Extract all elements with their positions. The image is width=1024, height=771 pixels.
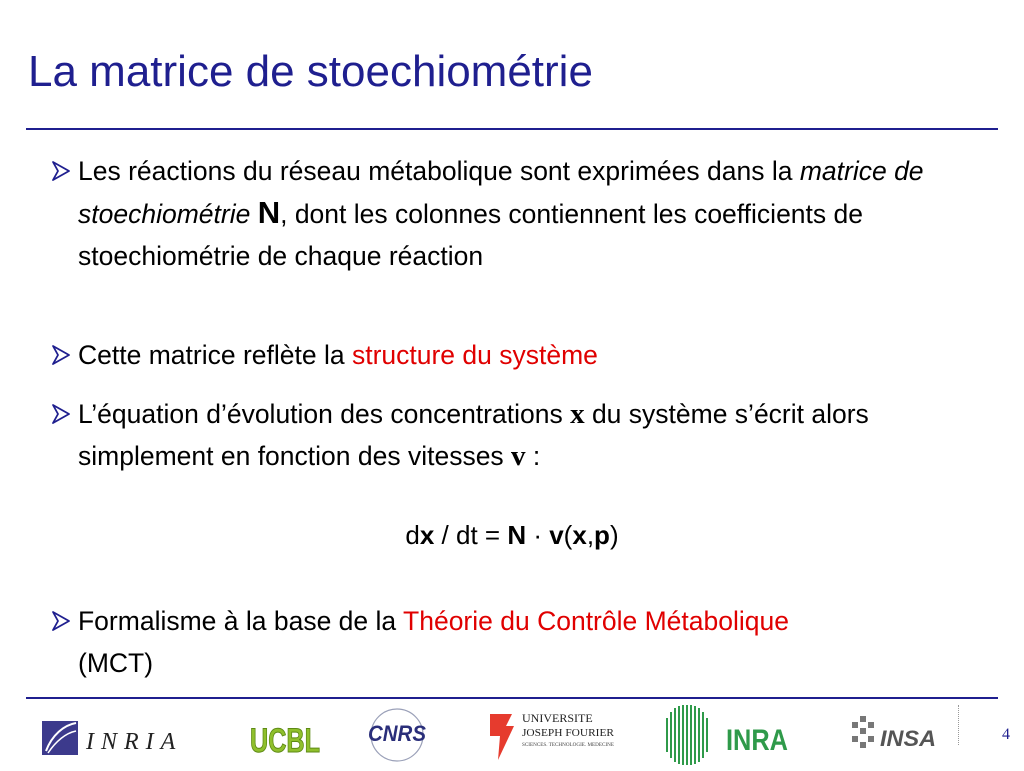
- ujf-logo: [480, 706, 620, 769]
- footer-divider: [26, 697, 998, 699]
- bullet-1-text-a: Les réactions du réseau métabolique sont exprimées dans la: [78, 156, 800, 186]
- cnrs-logo: [362, 705, 432, 768]
- cnrs-logo-text: CNRS: [368, 721, 427, 746]
- title-divider: [26, 128, 998, 130]
- bullet-item-3: [52, 393, 957, 477]
- formula-d: d: [405, 520, 420, 550]
- bullet-4-text-a: Formalisme à la base de la: [78, 606, 404, 636]
- ujf-line1: UNIVERSITE: [522, 711, 593, 725]
- formula-N: N: [507, 520, 527, 550]
- formula-p: p: [594, 520, 610, 550]
- page-number: 4: [1002, 726, 1010, 743]
- bullet-item-2: [52, 334, 957, 376]
- footer-separator: [958, 705, 960, 745]
- formula-open: (: [563, 520, 573, 550]
- formula-close: ): [609, 520, 619, 550]
- bullet-3-bold-v: v: [511, 440, 526, 472]
- bullet-4-text-b: (MCT): [78, 648, 154, 678]
- arrow-bullet-icon: [52, 404, 70, 424]
- bullet-1-italic: matrice de stoechiométrie: [78, 156, 924, 229]
- insa-logo: [848, 712, 948, 765]
- partner-logos: [0, 700, 1024, 768]
- ujf-line3: SCIENCES. TECHNOLOGIE. MEDECINE: [522, 743, 614, 748]
- ucbl-logo-text: UCBL: [250, 722, 320, 760]
- equation: [0, 520, 1024, 551]
- bullet-1-bold-N: N: [257, 195, 281, 230]
- formula-mid: / dt =: [434, 520, 508, 550]
- bullet-1-text-b: , dont les colonnes contiennent les coefficients de stoechiométrie de chaque réaction: [78, 199, 863, 271]
- bullet-item-1: [52, 150, 957, 277]
- bullet-2-text-a: Cette matrice reflète la: [78, 340, 352, 370]
- formula-comma: ,: [586, 520, 595, 550]
- formula-x2: x: [572, 520, 587, 550]
- formula-dot: ·: [526, 520, 550, 550]
- inra-logo-text: INRA: [726, 724, 788, 757]
- arrow-bullet-icon: [52, 611, 70, 631]
- bullet-3-text-c: :: [525, 441, 541, 471]
- ujf-line2: JOSEPH FOURIER: [522, 727, 615, 739]
- bullet-2-red: structure du système: [351, 340, 598, 370]
- inria-logo-text: INRIA: [86, 729, 183, 755]
- bullet-3-bold-x: x: [570, 398, 585, 430]
- bullet-item-4: [52, 600, 957, 684]
- arrow-bullet-icon: [52, 161, 70, 181]
- insa-logo-text: INSA: [880, 726, 936, 751]
- bullet-3-text-a: L’équation d’évolution des concentrations: [78, 399, 571, 429]
- formula-x: x: [419, 520, 435, 550]
- page-title: La matrice de stoechiométrie: [28, 47, 593, 96]
- formula-v: v: [549, 520, 564, 550]
- bullet-4-red: Théorie du Contrôle Métabolique: [403, 606, 789, 636]
- inra-logo: [660, 704, 800, 771]
- ucbl-logo: [248, 708, 324, 767]
- arrow-bullet-icon: [52, 345, 70, 365]
- bullet-3-text-b: du système s’écrit alors simplement en fonction des vitesses: [78, 399, 869, 471]
- inria-logo: [40, 715, 210, 764]
